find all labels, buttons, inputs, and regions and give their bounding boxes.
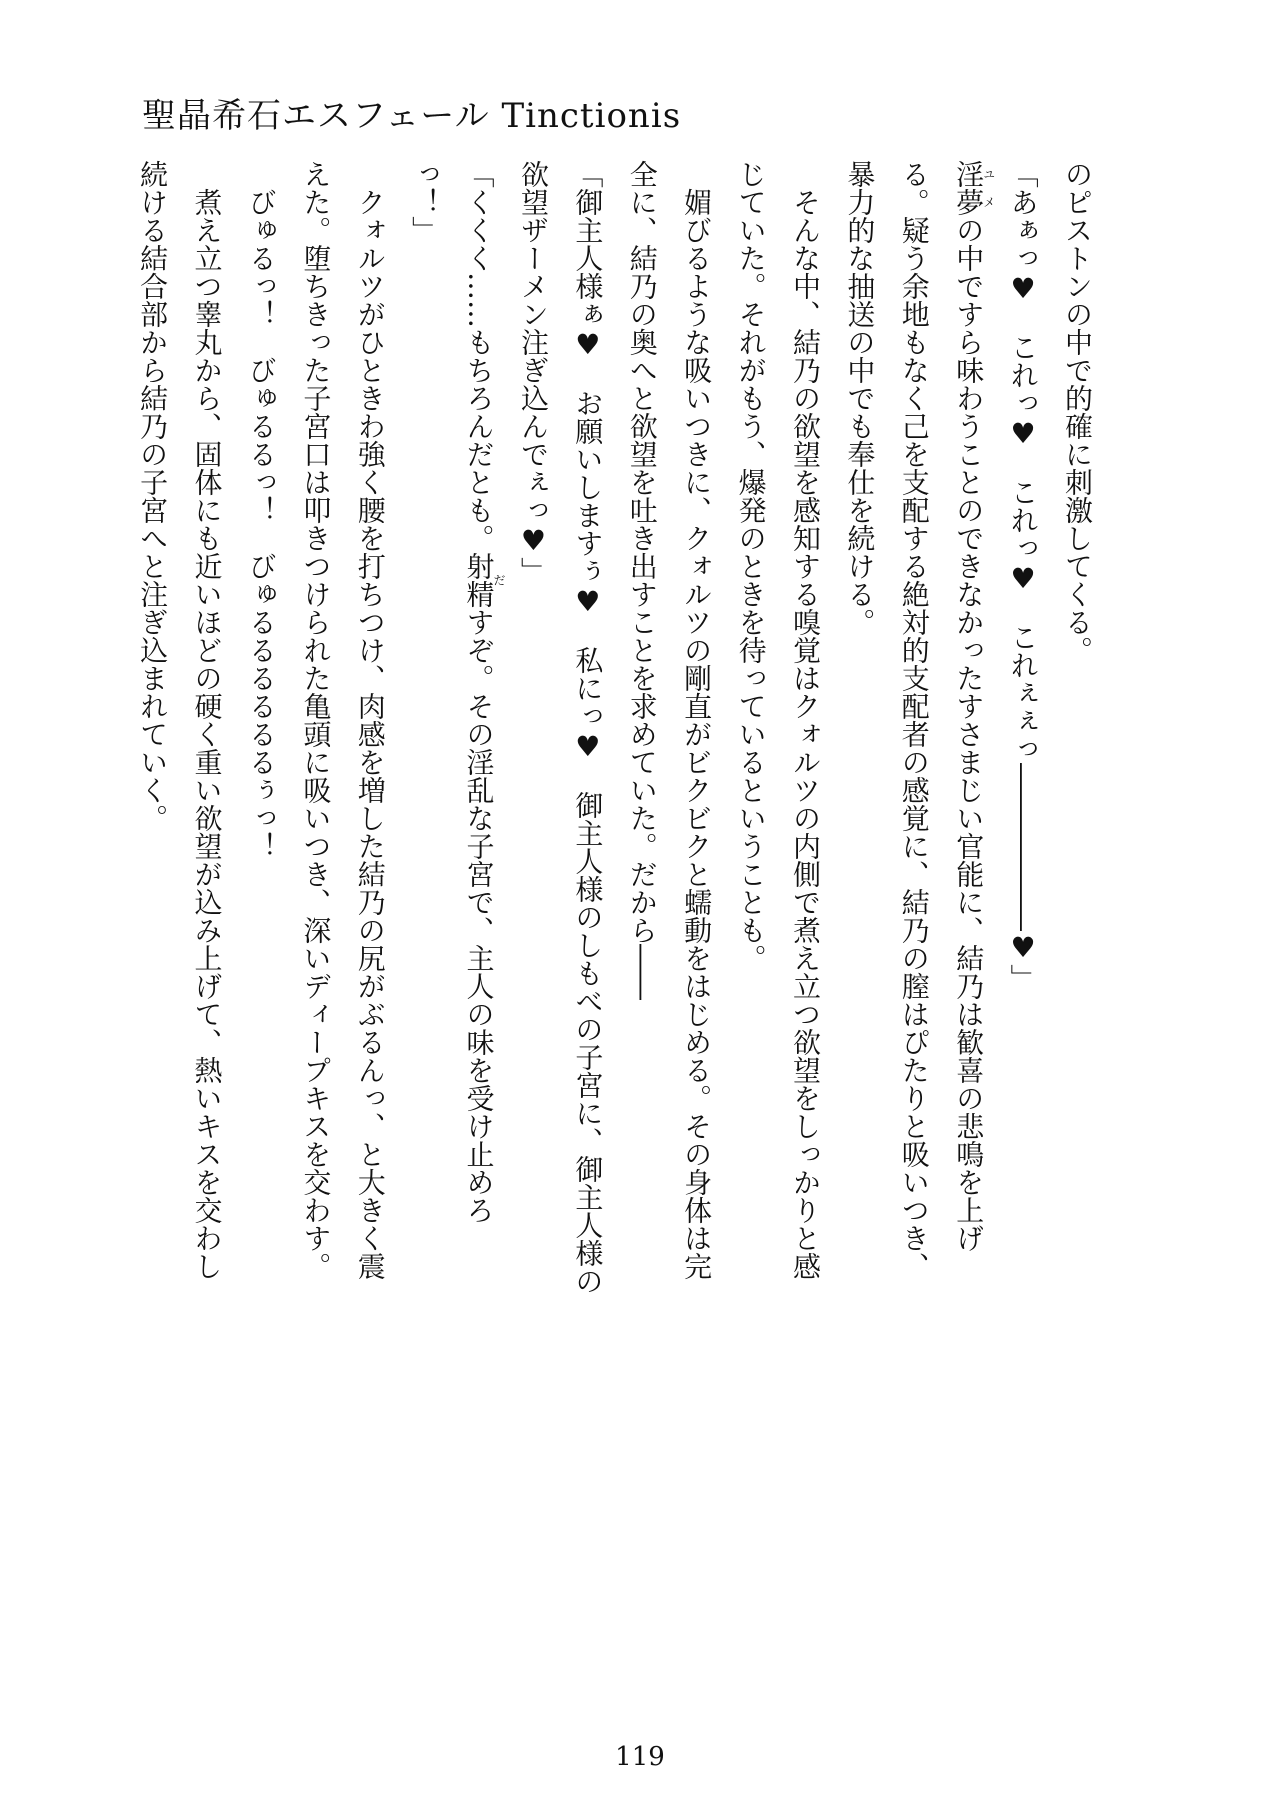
line-text: 「くくく……もちろんだとも。: [462, 160, 496, 552]
running-header: [142, 88, 681, 137]
text-line: えた。堕ちきった子宮口は叩きつけられた亀頭に吸いつき、深いディープキスを交わす。: [299, 160, 333, 1280]
ruby-word: [462, 552, 507, 608]
text-line: 煮え立つ睾丸から、固体にも近いほどの硬く重い欲望が込み上げて、熱いキスを交わし: [190, 160, 224, 1280]
book-subtitle: Tinctionis: [501, 96, 682, 136]
text-line: 全に、結乃の奥へと欲望を吐き出すことを求めていた。だから――: [625, 160, 659, 1000]
text-line: 媚びるような吸いつきに、クォルツの剛直がビクビクと蠕動をはじめる。その身体は完: [680, 160, 714, 1280]
text-line: 暴力的な抽送の中でも奉仕を続ける。: [843, 160, 877, 636]
page-number: 119: [615, 1742, 665, 1772]
text-line: [941, 160, 995, 1290]
text-line: る。疑う余地もなく己を支配する絶対的支配者の感覚に、結乃の膣はぴたりと吸いつき、: [897, 160, 931, 1280]
text-line: クォルツがひときわ強く腰を打ちつけ、肉感を増した結乃の尻がぶるんっ、と大きく震: [353, 160, 387, 1280]
text-line: 欲望ザーメン注ぎ込んでぇっ♥」: [516, 160, 550, 585]
book-title: 聖晶希石エスフェール: [142, 96, 490, 136]
line-text: すぞ。その淫乱な子宮で、主人の味を受け止めろ: [462, 608, 496, 1224]
text-line: っ！」: [408, 160, 442, 244]
text-line: 「あぁっ♥ これっ♥ これっ♥ これぇぇっ――――――♥」: [1006, 160, 1040, 992]
ruby-word: [952, 160, 996, 216]
ruby-reading: ユメ: [981, 160, 996, 216]
text-line: 「御主人様ぁ♥ お願いしますぅ♥ 私にっ♥ 御主人様のしもべの子宮に、御主人様の: [571, 160, 605, 1295]
text-line: 続ける結合部から結乃の子宮へと注ぎ込まれていく。: [136, 160, 170, 832]
text-line: のピストンの中で的確に刺激してくる。: [1061, 160, 1094, 664]
text-line: びゅるっ！ びゅるるっ！ びゅるるるるるるぅっ！: [244, 160, 278, 860]
body-text: [125, 160, 1104, 1295]
text-line: [451, 160, 505, 1290]
ruby-reading: だ: [492, 552, 507, 608]
ruby-base: 淫夢: [952, 160, 986, 216]
ruby-base: 射精: [462, 552, 496, 608]
text-line: そんな中、結乃の欲望を感知する嗅覚はクォルツの内側で煮え立つ欲望をしっかりと感: [788, 160, 822, 1280]
text-line: じていた。それがもう、爆発のときを待っているということも。: [734, 160, 768, 972]
line-text: の中ですら味わうことのできなかったすさまじい官能に、結乃は歓喜の悲鳴を上げ: [952, 216, 986, 1252]
